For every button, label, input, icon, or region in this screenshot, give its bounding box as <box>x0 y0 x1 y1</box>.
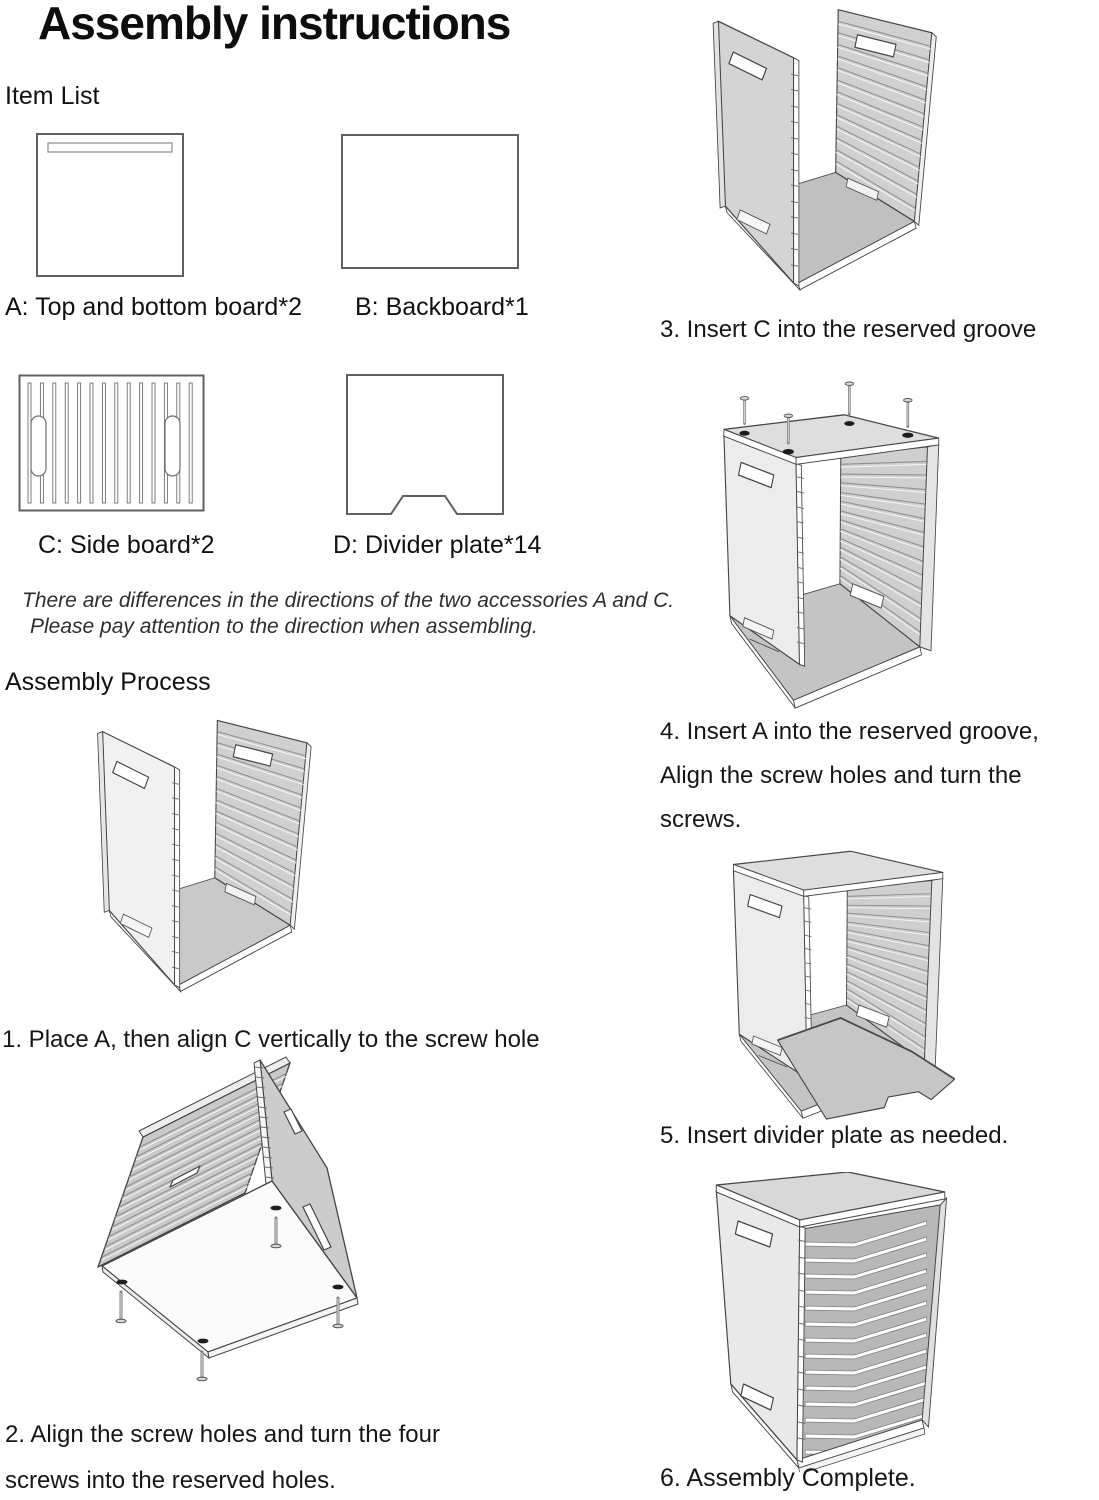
step-5-illustration <box>715 815 983 1120</box>
step-6-illustration <box>700 1172 972 1472</box>
backboard-outline <box>342 135 518 268</box>
step-4-caption-line1: 4. Insert A into the reserved groove, <box>660 718 1039 745</box>
item-a-label: A: Top and bottom board*2 <box>5 293 302 321</box>
side-board-handle-right <box>165 416 180 476</box>
open-box-drawing <box>713 10 936 290</box>
step-4-illustration <box>705 375 980 710</box>
step-2-caption-line1: 2. Align the screw holes and turn the four <box>5 1421 440 1448</box>
step-1-caption: 1. Place A, then align C vertically to the screw hole <box>2 1026 540 1053</box>
step-6-caption: 6. Assembly Complete. <box>660 1464 916 1492</box>
item-d-label: D: Divider plate*14 <box>333 531 542 559</box>
step-1-illustration <box>85 713 353 1011</box>
item-c-label: C: Side board*2 <box>38 531 215 559</box>
step-2-illustration <box>90 1055 380 1400</box>
open-box-drawing <box>98 720 312 991</box>
direction-note-line2: Please pay attention to the direction when assembling. <box>30 615 538 638</box>
item-d-figure <box>345 373 505 516</box>
page-title: Assembly instructions <box>38 0 511 49</box>
screw-hole <box>198 1339 209 1344</box>
step-2-caption <box>5 1412 440 1500</box>
item-list-heading: Item List <box>5 82 100 110</box>
board-a-groove-slot <box>48 143 172 152</box>
step-2-caption-line2: screws into the reserved holes. <box>5 1467 336 1494</box>
step-3-illustration <box>700 2 980 310</box>
direction-note-line1: There are differences in the directions of the two accessories A and C. <box>22 589 675 612</box>
divider-plate-outline <box>347 375 503 514</box>
step-3-caption: 3. Insert C into the reserved groove <box>660 316 1037 343</box>
screw-hole <box>117 1280 128 1285</box>
step-5-caption: 5. Insert divider plate as needed. <box>660 1122 1009 1149</box>
item-b-label: B: Backboard*1 <box>355 293 529 321</box>
screw-hole <box>333 1285 344 1290</box>
item-a-figure <box>35 132 185 278</box>
box-shell-drawing <box>724 415 939 708</box>
left-side-panel-outer <box>724 435 805 666</box>
screw-hole <box>271 1206 282 1211</box>
left-side-panel <box>713 21 799 286</box>
direction-note <box>22 588 674 640</box>
left-side-panel <box>98 732 180 988</box>
assembly-process-heading: Assembly Process <box>5 668 211 696</box>
board-a-outline <box>37 134 183 276</box>
step-4-caption-line2: Align the screw holes and turn the screws. <box>660 762 1022 833</box>
item-c-figure <box>18 374 205 512</box>
side-board-handle-left <box>31 416 46 476</box>
item-b-figure <box>340 133 520 270</box>
